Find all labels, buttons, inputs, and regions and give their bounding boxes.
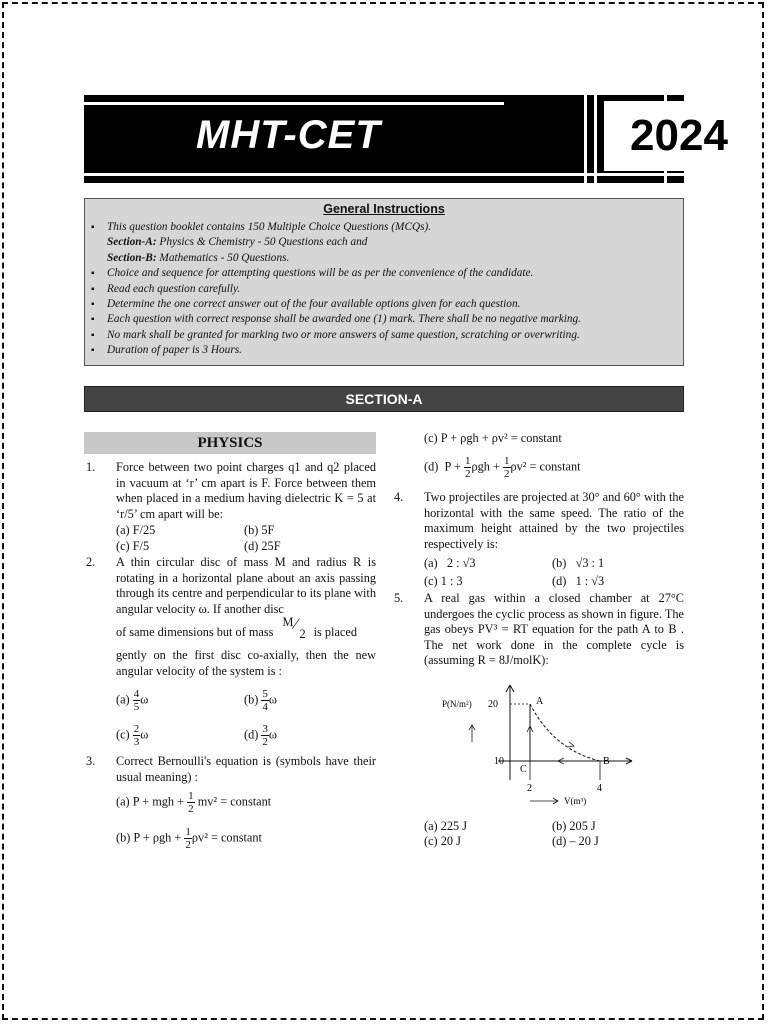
instruction-item: ▪ No mark shall be granted for marking two or more answers of same question, scratching or overwriting. xyxy=(107,328,683,343)
option-b: (b) 5F xyxy=(244,523,275,537)
exam-title: MHT-CET xyxy=(196,113,381,157)
question-number: 2. xyxy=(86,555,96,569)
option-b: (b) √3 : 1 xyxy=(552,556,605,570)
tick-label: 2 xyxy=(527,783,532,794)
banner-divider xyxy=(584,95,587,183)
question-number: 3. xyxy=(86,754,96,768)
tick-label: 20 xyxy=(488,699,498,710)
question-text: A real gas within a closed chamber at 27°C undergoes the cyclic process as shown in figure. The gas obeys PV³ = RT equation for the path A to B . The net work done in the complete cycle is (assuming R = 8J/molK): xyxy=(424,591,684,668)
point-label: A xyxy=(536,696,544,707)
instruction-item: ▪ Determine the one correct answer out of the four available options given for each question. xyxy=(107,297,683,312)
instructions-heading: General Instructions xyxy=(323,202,445,216)
question-text: A thin circular disc of mass M and radius R is rotating in a horizontal plane about an axis passing through its centre and perpendicular to its plane with angular velocity ω. If another disc xyxy=(116,555,376,616)
question-number: 1. xyxy=(86,460,96,474)
option-c: (c) P + ρgh + ρv² = constant xyxy=(424,431,562,445)
instruction-item: ▪ Read each question carefully. xyxy=(107,282,683,297)
instruction-item: ▪ Choice and sequence for attempting questions will be as per the convenience of the candidate. xyxy=(107,266,683,281)
point-label: C xyxy=(520,764,527,775)
option-b: (b) P + ρgh + $\frac{1}{2}$ ρv² = constant xyxy=(116,826,262,851)
banner-divider xyxy=(594,95,597,183)
instruction-item: Section-A: Physics & Chemistry - 50 Questions each and xyxy=(107,236,368,249)
exam-year: 2024 xyxy=(630,111,728,160)
option-d: (d) $\frac{3}{2}$ ω xyxy=(244,723,278,748)
option-c: (c) F/5 xyxy=(116,539,150,553)
path-ab xyxy=(530,704,600,761)
option-d: (d) – 20 J xyxy=(552,834,599,848)
question-text: gently on the first disc co-axially, then the new angular velocity of the system is : xyxy=(116,648,376,678)
arrow-ab xyxy=(568,742,574,747)
banner-stripe xyxy=(84,102,504,105)
instruction-item: ▪ This question booklet contains 150 Multiple Choice Questions (MCQs). xyxy=(107,220,683,235)
y-axis-arrow xyxy=(506,685,510,692)
option-a: (a) F/25 xyxy=(116,523,156,537)
point-label: B xyxy=(603,756,610,767)
option-a: (a) 2 : √3 xyxy=(424,556,476,570)
option-a: (a) P + mgh + $\frac{1}{2}$ mv² = constant xyxy=(116,790,272,815)
question-text: Correct Bernoulli's equation is (symbols have their usual meaning) : xyxy=(116,754,376,784)
question-text: of same dimensions but of mass M ⁄ 2 is placed xyxy=(116,615,357,641)
tick-label: 10 xyxy=(494,756,504,767)
option-c: (c) $\frac{2}{3}$ ω xyxy=(116,723,149,748)
option-a: (a) $\frac{4}{5}$ ω xyxy=(116,688,149,713)
section-heading: SECTION-A xyxy=(84,386,684,412)
y-axis-label: P(N/m²) xyxy=(442,699,472,709)
question-text: Two projectiles are projected at 30° and 60° with the horizontal with the same speed. The ratio of the maximum height attained by the two projectiles respectively is: xyxy=(424,490,684,551)
option-b: (b) $\frac{5}{4}$ ω xyxy=(244,688,278,713)
year-box xyxy=(604,101,754,171)
general-instructions xyxy=(84,198,684,366)
option-c: (c) 1 : 3 xyxy=(424,574,463,588)
x-axis-label: V(m³) xyxy=(564,796,587,806)
option-a: (a) 225 J xyxy=(424,819,468,833)
pv-diagram xyxy=(436,680,636,810)
instruction-item: ▪ Each question with correct response shall be awarded one (1) mark. There shall be no negative marking. xyxy=(107,312,683,327)
question-text: Force between two point charges q1 and q2 placed in vacuum at ‘r’ cm apart is F. Force between them when placed in a medium having dielectric K = 5 at ‘r/5’ cm apart will be: xyxy=(116,460,376,521)
instruction-item: Section-B: Mathematics - 50 Questions. xyxy=(107,251,290,264)
instruction-item: ▪ Duration of paper is 3 Hours. xyxy=(107,343,683,358)
header-banner xyxy=(84,95,728,183)
option-b: (b) 205 J xyxy=(552,819,596,833)
option-d: (d) P + $\frac{1}{2}$ ρgh + $\frac{1}{2}$ ρv² = constant xyxy=(424,455,581,480)
option-d: (d) 25F xyxy=(244,539,281,553)
question-number: 4. xyxy=(394,490,404,504)
tick-label: 4 xyxy=(597,783,602,794)
y-axis-arrow xyxy=(510,685,514,692)
option-d: (d) 1 : √3 xyxy=(552,574,605,588)
question-number: 5. xyxy=(394,591,404,605)
subject-heading: PHYSICS xyxy=(84,432,376,454)
option-c: (c) 20 J xyxy=(424,834,461,848)
